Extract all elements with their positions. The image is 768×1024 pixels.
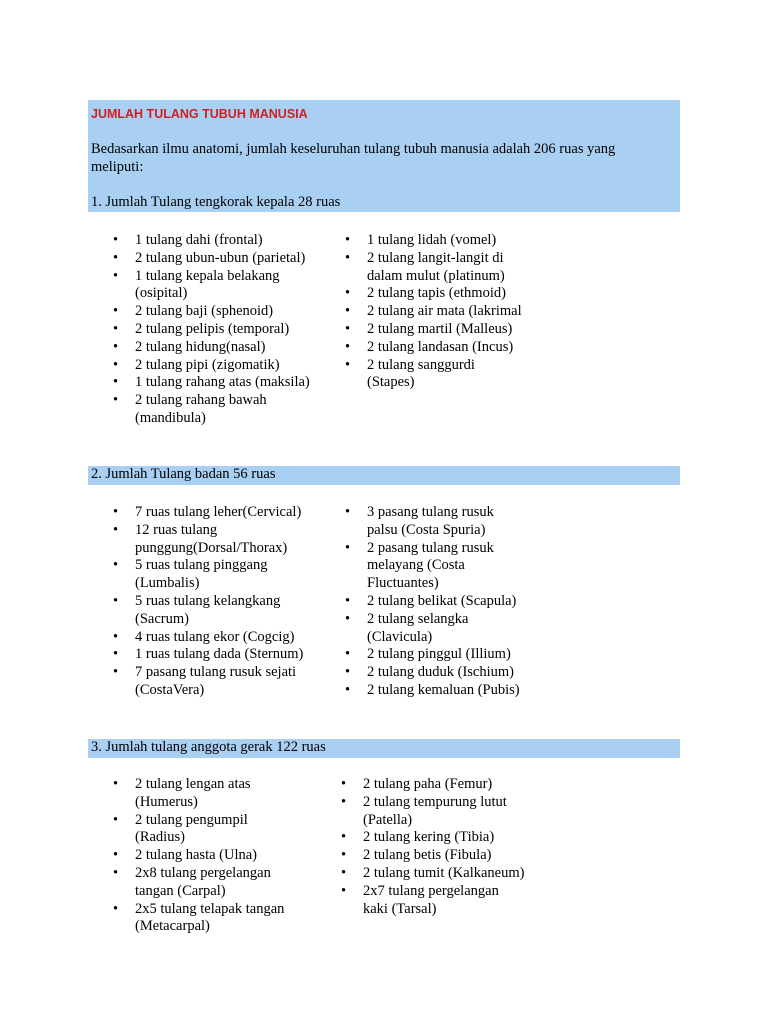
section-1-heading: 1. Jumlah Tulang tengkorak kepala 28 ruas [91, 194, 341, 210]
list-item: • 2 tulang air mata (lakrimal [345, 303, 525, 321]
list-item: • 2 tulang pelipis (temporal) [113, 321, 318, 339]
list-item: • 2 tulang lengan atas (Humerus) [113, 776, 298, 812]
list-item: • 2 tulang duduk (Ischium) [345, 664, 525, 682]
list-item: • 2 tulang pinggul (Illium) [345, 646, 525, 664]
list-item: • 12 ruas tulang punggung(Dorsal/Thorax) [113, 522, 318, 558]
list-item: • 3 pasang tulang rusuk palsu (Costa Spuria) [345, 504, 525, 540]
list-item: • 2 tulang selangka (Clavicula) [345, 611, 525, 647]
list-item: • 5 ruas tulang pinggang (Lumbalis) [113, 557, 318, 593]
list-item: • 2 tulang ubun-ubun (parietal) [113, 250, 318, 268]
list-item: • 2 tulang pengumpil (Radius) [113, 812, 298, 848]
list-item: • 2x7 tulang pergelangan kaki (Tarsal) [341, 883, 526, 919]
section-3-left-list [113, 776, 298, 936]
section-1-left-list [113, 232, 318, 428]
section-3-heading: 3. Jumlah tulang anggota gerak 122 ruas [91, 739, 326, 755]
list-item: • 7 pasang tulang rusuk sejati (CostaVera) [113, 664, 318, 700]
list-item: • 2 tulang sanggurdi (Stapes) [345, 357, 525, 393]
list-item: • 2 tulang hasta (Ulna) [113, 847, 298, 865]
list-item: • 2 tulang hidung(nasal) [113, 339, 318, 357]
list-item: • 2x8 tulang pergelangan tangan (Carpal) [113, 865, 298, 901]
list-item: • 7 ruas tulang leher(Cervical) [113, 504, 318, 522]
list-item: • 1 tulang rahang atas (maksila) [113, 374, 318, 392]
list-item: • 2 tulang tumit (Kalkaneum) [341, 865, 526, 883]
list-item: • 2 tulang langit-langit di dalam mulut (platinum) [345, 250, 525, 286]
list-item: • 2 tulang kemaluan (Pubis) [345, 682, 525, 700]
page-title: JUMLAH TULANG TUBUH MANUSIA [91, 107, 308, 121]
section-2-heading: 2. Jumlah Tulang badan 56 ruas [91, 466, 276, 482]
list-item: • 2 tulang pipi (zigomatik) [113, 357, 318, 375]
list-item: • 2 tulang baji (sphenoid) [113, 303, 318, 321]
list-item: • 1 tulang dahi (frontal) [113, 232, 318, 250]
list-item: • 2 tulang kering (Tibia) [341, 829, 526, 847]
list-item: • 2 tulang tempurung lutut (Patella) [341, 794, 526, 830]
list-item: • 2 pasang tulang rusuk melayang (Costa Fluctuantes) [345, 540, 525, 593]
list-item: • 2 tulang betis (Fibula) [341, 847, 526, 865]
intro-paragraph: Bedasarkan ilmu anatomi, jumlah keseluruhan tulang tubuh manusia adalah 206 ruas yang meliputi: [91, 141, 616, 175]
list-item: • 2 tulang belikat (Scapula) [345, 593, 525, 611]
list-item: • 2 tulang paha (Femur) [341, 776, 526, 794]
list-item: • 2 tulang martil (Malleus) [345, 321, 525, 339]
list-item: • 2 tulang rahang bawah (mandibula) [113, 392, 318, 428]
section-2-left-list [113, 504, 318, 700]
list-item: • 2 tulang landasan (Incus) [345, 339, 525, 357]
list-item: • 5 ruas tulang kelangkang (Sacrum) [113, 593, 318, 629]
list-item: • 4 ruas tulang ekor (Cogcig) [113, 629, 318, 647]
section-3-right-list [341, 776, 526, 918]
list-item: • 2 tulang tapis (ethmoid) [345, 285, 525, 303]
list-item: • 1 ruas tulang dada (Sternum) [113, 646, 318, 664]
section-2-right-list [345, 504, 525, 700]
list-item: • 2x5 tulang telapak tangan (Metacarpal) [113, 901, 298, 937]
section-1-right-list [345, 232, 525, 392]
list-item: • 1 tulang lidah (vomel) [345, 232, 525, 250]
list-item: • 1 tulang kepala belakang (osipital) [113, 268, 318, 304]
